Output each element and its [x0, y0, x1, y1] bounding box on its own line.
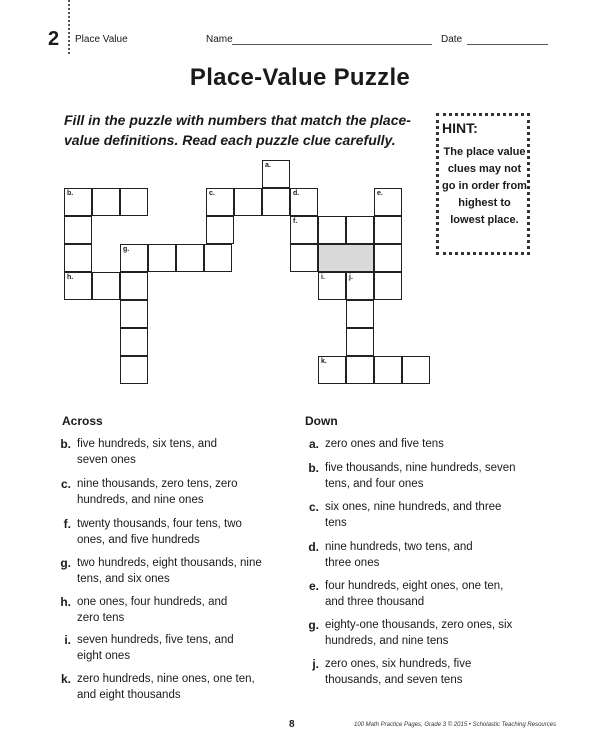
clue-text-line2: seven ones: [77, 454, 136, 466]
crossword-cell[interactable]: [290, 244, 318, 272]
crossword-cell[interactable]: [92, 188, 120, 216]
crossword-cell[interactable]: [176, 244, 204, 272]
clue-text-line2: ones, and five hundreds: [77, 534, 200, 546]
clue-number: k.: [321, 358, 327, 365]
clue-text: eighty-one thousands, zero ones, six: [325, 619, 513, 631]
crossword-cell[interactable]: [64, 216, 92, 244]
clue-letter: c.: [308, 500, 319, 514]
clue-text-line2: zero tens: [77, 612, 125, 624]
crossword-cell[interactable]: [318, 272, 346, 300]
crossword-cell[interactable]: [290, 188, 318, 216]
clue-text: seven hundreds, five tens, and: [77, 634, 234, 646]
shaded-blank-cell: [318, 244, 374, 272]
clue-letter: a.: [308, 437, 319, 451]
crossword-cell[interactable]: [318, 356, 346, 384]
name-label: Name: [206, 34, 233, 45]
clue-text-line2: hundreds, and nine tens: [325, 635, 449, 647]
crossword-cell[interactable]: [64, 188, 92, 216]
clue-number: i.: [321, 274, 325, 281]
clue-text: zero ones, six hundreds, five: [325, 658, 472, 670]
clue-number: a.: [265, 162, 271, 169]
clue-letter: i.: [64, 633, 71, 647]
clue-text-line2: hundreds, and nine ones: [77, 494, 204, 506]
crossword-cell[interactable]: [290, 216, 318, 244]
section-label: Place Value: [75, 34, 128, 45]
clue-letter: b.: [308, 461, 319, 475]
clue-number: c.: [209, 190, 215, 197]
crossword-cell[interactable]: [120, 188, 148, 216]
section-number: 2: [48, 28, 60, 50]
clue-text-line2: tens, and six ones: [77, 573, 170, 585]
clue-text: zero hundreds, nine ones, one ten,: [77, 673, 255, 685]
across-heading: Across: [62, 414, 103, 428]
crossword-cell[interactable]: [374, 272, 402, 300]
crossword-cell[interactable]: [120, 272, 148, 300]
crossword-cell[interactable]: [120, 300, 148, 328]
date-field[interactable]: [467, 44, 548, 45]
crossword-cell[interactable]: [374, 244, 402, 272]
name-field[interactable]: [232, 44, 432, 45]
clue-text: four hundreds, eight ones, one ten,: [325, 580, 504, 592]
clue-letter: k.: [60, 672, 71, 686]
crossword-cell[interactable]: [346, 216, 374, 244]
crossword-cell[interactable]: [346, 272, 374, 300]
clue-number: e.: [377, 190, 383, 197]
clue-text: zero ones and five tens: [325, 438, 444, 450]
clue-letter: g.: [60, 556, 71, 570]
clue-text: five hundreds, six tens, and: [77, 438, 217, 450]
crossword-cell[interactable]: [374, 356, 402, 384]
clue-number: j.: [349, 274, 353, 281]
hint-text: The place value clues may not go in order from highest to lowest place.: [442, 146, 527, 226]
clue-number: b.: [67, 190, 74, 197]
clue-letter: g.: [308, 618, 319, 632]
clue-letter: d.: [308, 540, 319, 554]
clue-text-line2: and eight thousands: [77, 689, 181, 701]
clue-text: nine hundreds, two tens, and: [325, 541, 473, 553]
crossword-cell[interactable]: [92, 272, 120, 300]
crossword-cell[interactable]: [346, 300, 374, 328]
clue-number: g.: [123, 246, 130, 253]
hint-title: HINT:: [442, 120, 478, 136]
crossword-cell[interactable]: [234, 188, 262, 216]
crossword-cell[interactable]: [206, 216, 234, 244]
down-heading: Down: [305, 414, 338, 428]
clue-letter: f.: [63, 517, 71, 531]
crossword-cell[interactable]: [148, 244, 176, 272]
instructions: Fill in the puzzle with numbers that match the place-value definitions. Read each puzzle clue carefully.: [64, 112, 411, 148]
crossword-cell[interactable]: [374, 188, 402, 216]
crossword-cell[interactable]: [262, 188, 290, 216]
clue-text: six ones, nine hundreds, and three: [325, 501, 502, 513]
clue-text-line2: tens, and four ones: [325, 478, 424, 490]
crossword-cell[interactable]: [120, 356, 148, 384]
clue-text: one ones, four hundreds, and: [77, 596, 228, 608]
crossword-cell[interactable]: [204, 244, 232, 272]
clue-text: nine thousands, zero tens, zero: [77, 478, 238, 490]
clue-text: two hundreds, eight thousands, nine: [77, 557, 262, 569]
credits: 100 Math Practice Pages, Grade 3 © 2015 • Scholastic Teaching Resources: [354, 722, 557, 728]
crossword-cell[interactable]: [402, 356, 430, 384]
clue-number: f.: [293, 218, 298, 225]
crossword-cell[interactable]: [262, 160, 290, 188]
crossword-cell[interactable]: [206, 188, 234, 216]
crossword-cell[interactable]: [318, 216, 346, 244]
crossword-cell[interactable]: [120, 328, 148, 356]
clue-number: d.: [293, 190, 300, 197]
crossword-cell[interactable]: [64, 244, 92, 272]
crossword-cell[interactable]: [374, 216, 402, 244]
clue-letter: c.: [60, 477, 71, 491]
clue-letter: h.: [60, 595, 71, 609]
clue-text: five thousands, nine hundreds, seven: [325, 462, 516, 474]
clue-letter: j.: [312, 657, 319, 671]
clue-text-line2: three ones: [325, 557, 380, 569]
clue-text-line2: eight ones: [77, 650, 131, 662]
clue-text: twenty thousands, four tens, two: [77, 518, 242, 530]
page-number: 8: [289, 719, 295, 730]
clue-text-line2: thousands, and seven tens: [325, 674, 463, 686]
margin-dotted-line: [68, 0, 70, 54]
crossword-cell[interactable]: [346, 328, 374, 356]
page-title: Place-Value Puzzle: [189, 64, 411, 91]
clue-number: h.: [67, 274, 74, 281]
clue-letter: b.: [60, 437, 71, 451]
crossword-cell[interactable]: [346, 356, 374, 384]
clue-text-line2: and three thousand: [325, 596, 425, 608]
clue-text-line2: tens: [325, 517, 347, 529]
date-label: Date: [441, 34, 463, 45]
crossword-cell[interactable]: [120, 244, 148, 272]
clue-letter: e.: [308, 579, 319, 593]
crossword-cell[interactable]: [64, 272, 92, 300]
